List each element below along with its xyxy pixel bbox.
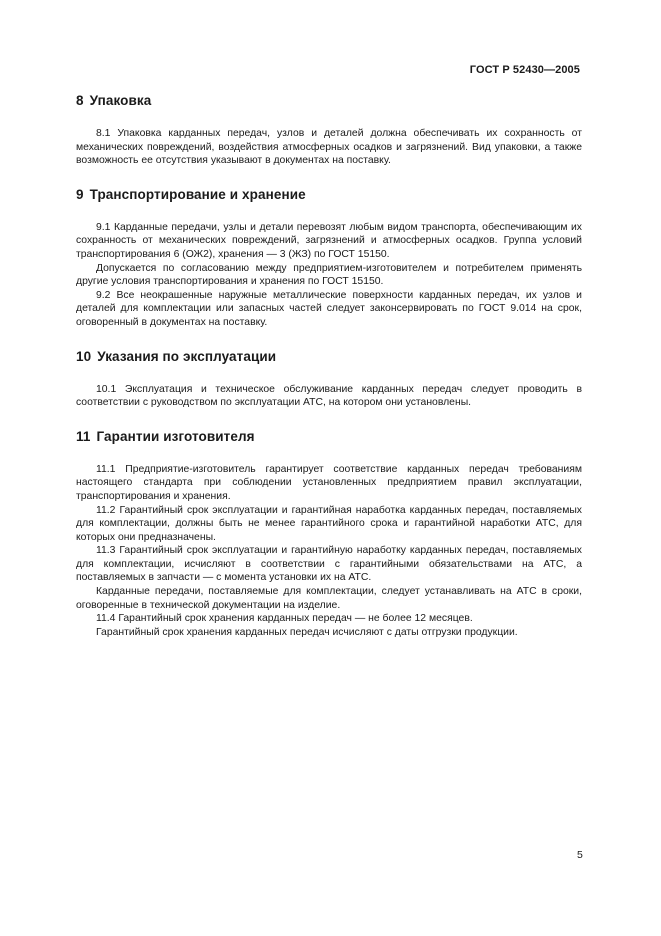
paragraph: 11.4 Гарантийный срок хранения карданных передач — не более 12 месяцев. — [96, 613, 473, 625]
paragraph: Гарантийный срок хранения карданных передач исчисляют с даты отгрузки продукции. — [96, 626, 518, 638]
section-heading — [76, 428, 582, 446]
page-number: 5 — [577, 849, 583, 861]
paragraph: 9.1 Карданные передачи, узлы и детали перевозят любым видом транспорта, обеспечивающим их сохранность от механических повреждений, загрязнений и атмосферных осадков. Группа условий транспортирования 6 (ОЖ2), хранения — 3 (ЖЗ) по ГОСТ 15150. — [76, 221, 582, 260]
paragraph: 11.2 Гарантийный срок эксплуатации и гарантийная наработка карданных передач, поставляемых для комплектации, должны быть не менее гарантийного срока и гарантийной наработки АТС, для которых они предназначены. — [76, 504, 582, 543]
section-title: Упаковка — [89, 93, 152, 108]
section-title: Гарантии изготовителя — [96, 428, 255, 444]
section-title: Указания по эксплуатации — [97, 348, 277, 364]
section-heading — [76, 348, 582, 366]
section-title: Транспортирование и хранение — [89, 186, 306, 202]
document-body — [76, 92, 582, 639]
paragraph: 11.1 Предприятие-изготовитель гарантирует соответствие карданных передач требованиям настоящего стандарта при соблюдении установленных предприятием правил эксплуатации, транспортирования и хранения. — [76, 463, 582, 502]
section-11 — [76, 428, 582, 640]
paragraph: 10.1 Эксплуатация и техническое обслуживание карданных передач следует проводить в соответствии с руководством по эксплуатации АТС, на котором они установлены. — [76, 383, 582, 409]
section-10 — [76, 348, 582, 410]
section-number: 10 — [76, 348, 92, 364]
section-number: 11 — [76, 428, 91, 444]
document-id: ГОСТ Р 52430—2005 — [469, 64, 580, 76]
section-number: 9 — [76, 186, 84, 202]
paragraph: 11.3 Гарантийный срок эксплуатации и гарантийную наработку карданных передач, поставляемых для комплектации, исчисляют в соответствии с гарантийными обязательствами на АТС, а поставляемых в запчасти — с момента установки их на АТС. — [76, 545, 582, 584]
section-8 — [76, 92, 582, 168]
section-heading — [76, 186, 582, 204]
section-heading — [76, 92, 582, 110]
paragraph: Карданные передачи, поставляемые для комплектации, следует устанавливать на АТС в сроки, оговоренные в технической документации на изделие. — [76, 586, 582, 611]
paragraph: Допускается по согласованию между предприятием-изготовителем и потребителем применять другие условия транспортирования и хранения по ГОСТ 15150. — [76, 262, 582, 288]
paragraph: 8.1 Упаковка карданных передач, узлов и деталей должна обеспечивать их сохранность от механических повреждений, воздействия атмосферных осадков и загрязнений. Вид упаковки, а также возможность ее отсутствия указывают в документах на поставку. — [76, 128, 582, 167]
section-9 — [76, 186, 582, 330]
section-number: 8 — [76, 93, 84, 108]
paragraph: 9.2 Все неокрашенные наружные металлические поверхности карданных передач, их узлов и деталей для комплектации или запасных частей следует законсервировать по ГОСТ 9.014 на срок, оговоренный в документах на поставку. — [76, 289, 582, 328]
